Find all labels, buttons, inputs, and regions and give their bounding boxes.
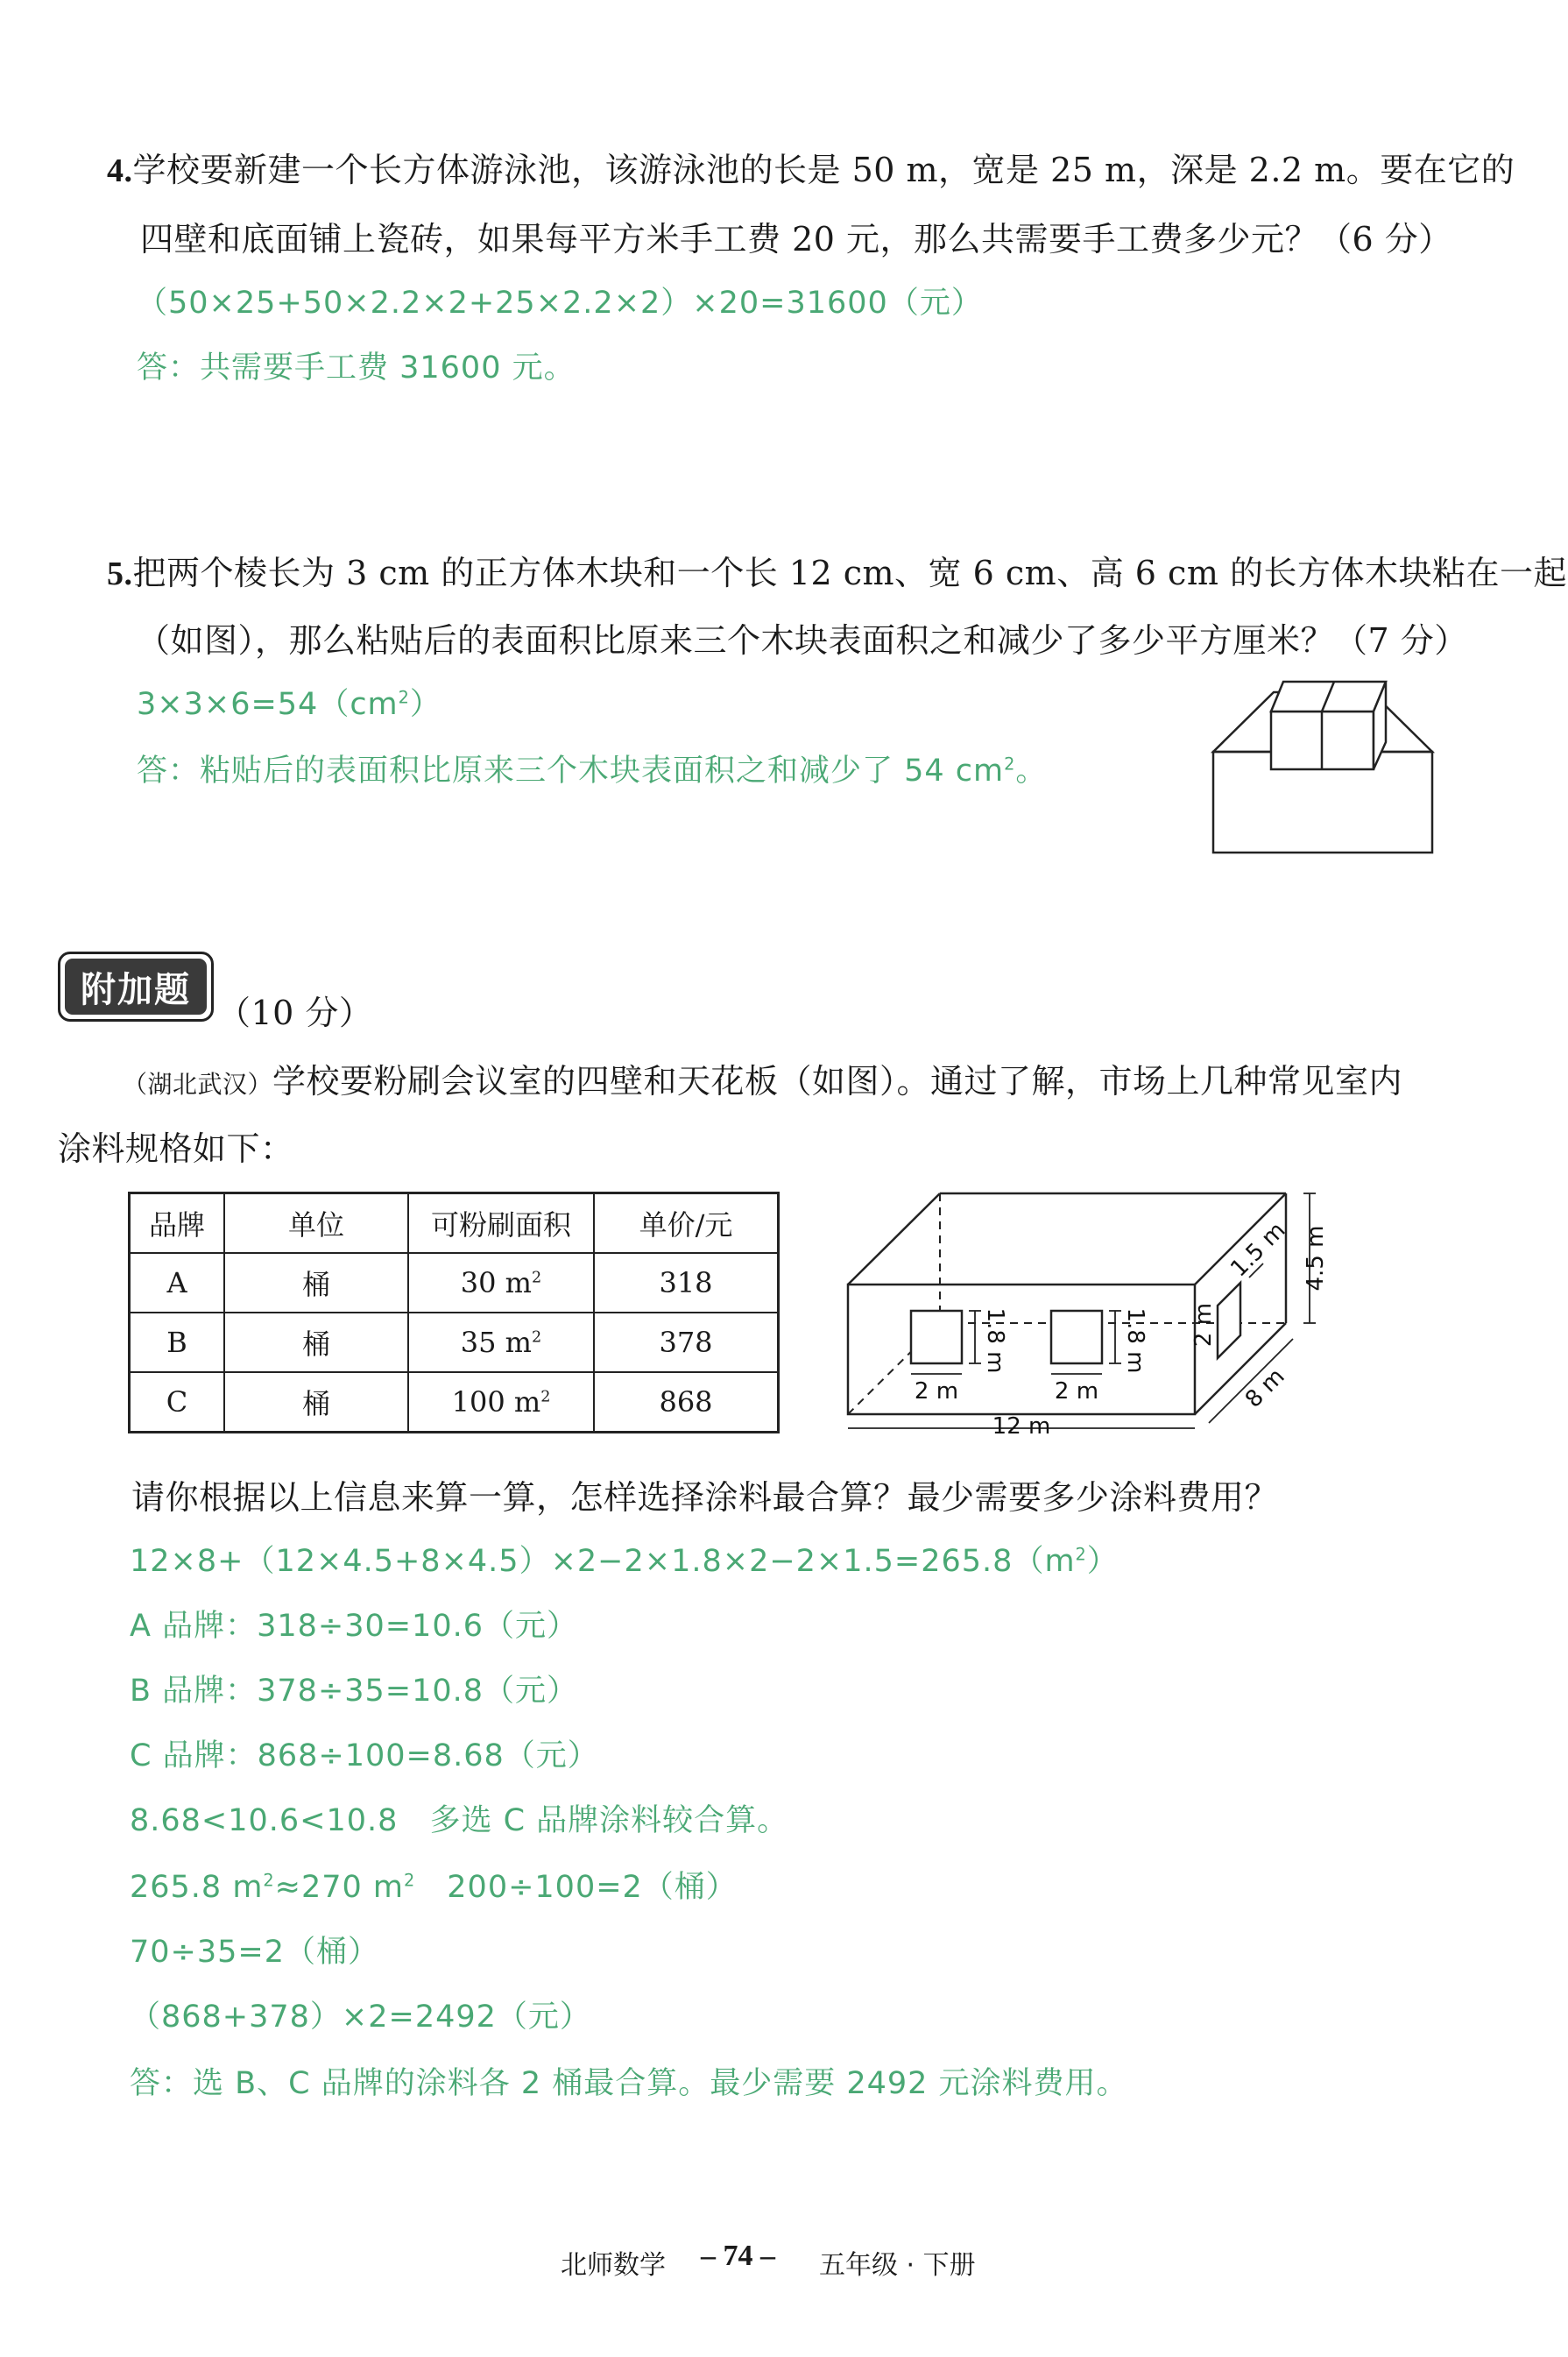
- footer-left: 北师数学: [561, 2250, 666, 2281]
- bonus-answer-6-sup2: 2: [404, 1870, 416, 1891]
- paint-spec-table: [128, 1192, 780, 1433]
- room-figure: [832, 1174, 1340, 1455]
- page-number: – 74 –: [701, 2240, 775, 2272]
- cell-area-sup: 2: [532, 1328, 542, 1347]
- bonus-answer-7: 70÷35=2（桶）: [130, 1935, 379, 1970]
- cell-area-value: 35 m: [460, 1326, 533, 1359]
- q5-text-1: 把两个棱长为 3 cm 的正方体木块和一个长 12 cm、宽 6 cm、高 6 cm 的长方体木块粘在一起: [132, 554, 1567, 592]
- bonus-answer-6-b: ≈270 m: [274, 1870, 405, 1905]
- bonus-answer-9: 答：选 B、C 品牌的涂料各 2 桶最合算。最少需要 2492 元涂料费用。: [130, 2066, 1128, 2101]
- table-header-row: [130, 1193, 779, 1254]
- cell-area: [408, 1313, 594, 1372]
- bonus-answer-5: 8.68<10.6<10.8 多选 C 品牌涂料较合算。: [130, 1803, 789, 1838]
- q5-blocks-figure: [1209, 679, 1445, 859]
- cell-unit: 桶: [224, 1253, 408, 1313]
- cell-price: 378: [594, 1313, 779, 1372]
- bonus-answer-6-a: 265.8 m: [130, 1870, 264, 1905]
- q5-line1: [107, 546, 1567, 594]
- bonus-answer-6-sup1: 2: [263, 1870, 275, 1891]
- depth-label: 8 m: [1240, 1363, 1290, 1413]
- table-row: [130, 1253, 779, 1313]
- cell-area-value: 100 m: [451, 1385, 541, 1419]
- bonus-source: （湖北武汉）: [123, 1070, 273, 1099]
- q5-answer-2: [137, 747, 1047, 790]
- bonus-line2: 涂料规格如下：: [58, 1129, 294, 1168]
- bonus-answer-8: （868+378）×2=2492（元）: [130, 2000, 591, 2035]
- header-brand: 品牌: [130, 1193, 225, 1254]
- cell-area: [408, 1253, 594, 1313]
- bonus-line1: [123, 1054, 1402, 1102]
- bonus-tag-label: 附加题: [65, 959, 207, 1015]
- table-row: [130, 1372, 779, 1433]
- bonus-tag: [58, 952, 214, 1022]
- bonus-answer-6: [130, 1863, 738, 1907]
- cell-area: [408, 1372, 594, 1433]
- bonus-answer-1-sup: 2: [1075, 1544, 1087, 1565]
- door-depth-label: 1.5 m: [1225, 1217, 1291, 1283]
- window-2: [1051, 1311, 1102, 1363]
- bonus-answer-1-end: ）: [1086, 1544, 1119, 1579]
- cell-brand: C: [130, 1372, 225, 1433]
- cell-area-sup: 2: [540, 1388, 551, 1406]
- q4-answer-2: 答：共需要手工费 31600 元。: [137, 350, 576, 386]
- cell-area-value: 30 m: [460, 1266, 533, 1299]
- room-edge-tl: [848, 1193, 940, 1285]
- height-label: 4.5 m: [1303, 1225, 1329, 1292]
- header-unit: 单位: [224, 1193, 408, 1254]
- bonus-answer-4: C 品牌：868÷100=8.68（元）: [130, 1738, 599, 1773]
- q4-line2: 四壁和底面铺上瓷砖，如果每平方米手工费 20 元，那么共需要手工费多少元？（6 分）: [140, 220, 1452, 258]
- bonus-points: （10 分）: [217, 994, 373, 1032]
- q5-number: 5.: [107, 556, 133, 592]
- win1-height-label: 1.8 m: [982, 1307, 1008, 1374]
- q4-text-1: 学校要新建一个长方体游泳池，该游泳池的长是 50 m，宽是 25 m，深是 2.2 m。要在它的: [132, 151, 1515, 189]
- win2-height-label: 1.8 m: [1122, 1307, 1148, 1374]
- cell-brand: B: [130, 1313, 225, 1372]
- q4-number: 4.: [107, 152, 133, 189]
- q5-line2: （如图），那么粘贴后的表面积比原来三个木块表面积之和减少了多少平方厘米？（7 分）: [137, 621, 1468, 660]
- q4-line1: [107, 143, 1515, 191]
- table-row: [130, 1313, 779, 1372]
- q5-answer-2-sup: 2: [1004, 754, 1016, 775]
- q5-answer-1: [137, 680, 441, 724]
- cell-price: 318: [594, 1253, 779, 1313]
- header-price: 单价/元: [594, 1193, 779, 1254]
- q5-answer-1-text: 3×3×6=54（cm: [137, 687, 399, 722]
- q5-answer-2-text: 答：粘贴后的表面积比原来三个木块表面积之和减少了 54 cm: [137, 754, 1005, 789]
- door-width-label: 2 m: [1190, 1302, 1217, 1348]
- bonus-answer-3: B 品牌：378÷35=10.8（元）: [130, 1674, 579, 1709]
- cell-unit: 桶: [224, 1372, 408, 1433]
- footer-right: 五年级 · 下册: [819, 2250, 976, 2281]
- header-area: 可粉刷面积: [408, 1193, 594, 1254]
- cell-brand: A: [130, 1253, 225, 1313]
- win1-width-label: 2 m: [914, 1378, 959, 1405]
- cell-unit: 桶: [224, 1313, 408, 1372]
- q5-answer-2-end: 。: [1015, 754, 1048, 789]
- door: [1218, 1283, 1240, 1358]
- cell-area-sup: 2: [532, 1269, 542, 1287]
- q5-answer-1-end: ）: [409, 687, 441, 722]
- window-1: [911, 1311, 962, 1363]
- bonus-question: 请你根据以上信息来算一算，怎样选择涂料最合算？最少需要多少涂料费用？: [131, 1478, 1279, 1517]
- cell-price: 868: [594, 1372, 779, 1433]
- win2-width-label: 2 m: [1054, 1378, 1099, 1405]
- length-label: 12 m: [992, 1413, 1051, 1440]
- bonus-answer-2: A 品牌：318÷30=10.6（元）: [130, 1609, 578, 1644]
- bonus-answer-1: [130, 1537, 1119, 1581]
- bonus-answer-6-c: 200÷100=2（桶）: [415, 1870, 738, 1905]
- q5-answer-1-sup: 2: [398, 687, 410, 708]
- bonus-text-1: 学校要粉刷会议室的四壁和天花板（如图）。通过了解，市场上几种常见室内: [272, 1062, 1403, 1101]
- bonus-answer-1-text: 12×8+（12×4.5+8×4.5）×2−2×1.8×2−2×1.5=265.8（m: [130, 1544, 1076, 1579]
- q4-answer-1: （50×25+50×2.2×2+25×2.2×2）×20=31600（元）: [137, 286, 983, 321]
